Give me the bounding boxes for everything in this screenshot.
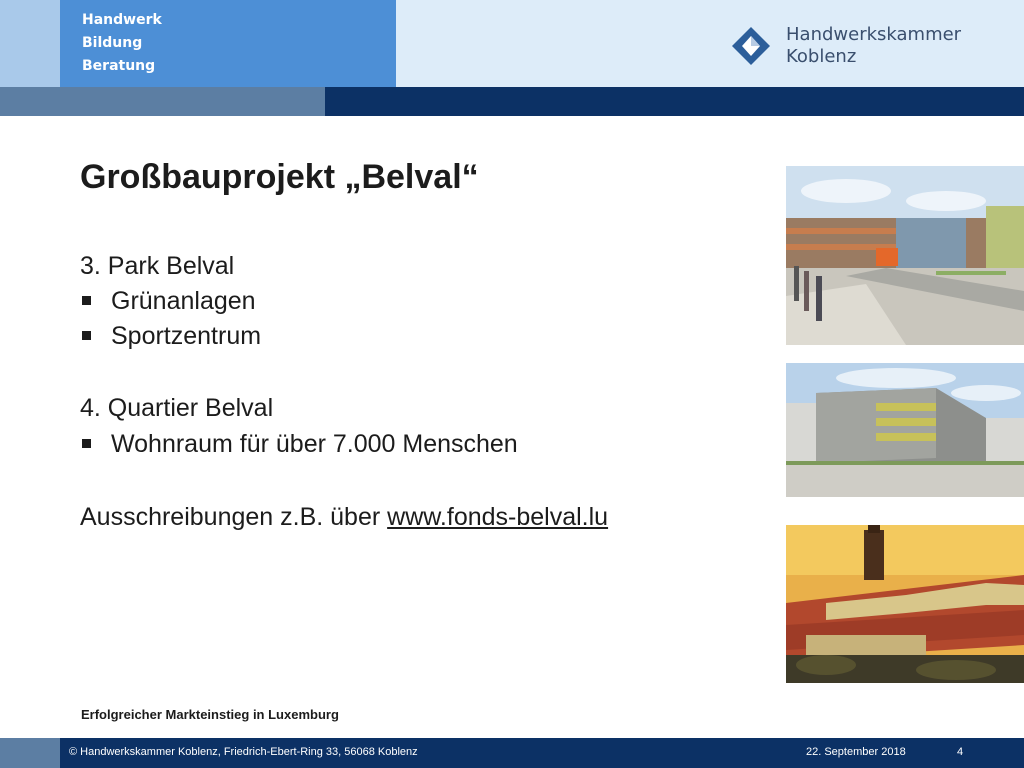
bullet-text: Wohnraum für über 7.000 Menschen	[111, 430, 518, 458]
fonds-belval-link[interactable]: www.fonds-belval.lu	[387, 503, 609, 531]
footer-copyright: © Handwerkskammer Koblenz, Friedrich-Ebert-Ring 33, 56068 Koblenz	[69, 746, 418, 758]
bullet-square-icon	[82, 331, 91, 340]
header-band-dark	[325, 87, 1024, 116]
quartier-belval-rendering	[786, 363, 1024, 497]
bullet-wohnraum	[82, 430, 518, 459]
park-belval-rendering	[786, 166, 1024, 345]
bullet-square-icon	[82, 439, 91, 448]
footer-left-block	[0, 738, 60, 768]
chamber-logo-icon	[732, 27, 770, 65]
logo-line-1: Handwerkskammer	[786, 24, 962, 45]
section-park-belval: 3. Park Belval	[80, 252, 235, 280]
tagline-beratung: Beratung	[82, 58, 156, 74]
footer-date: 22. September 2018	[806, 746, 906, 758]
bullet-text: Sportzentrum	[111, 322, 262, 350]
chamber-logo-text	[786, 24, 961, 68]
slide-title: Großbauprojekt „Belval“	[80, 158, 479, 196]
slide-subtitle: Erfolgreicher Markteinstieg in Luxemburg	[81, 707, 339, 722]
industrial-site-rendering	[786, 525, 1024, 683]
header-tagline-block	[60, 0, 396, 87]
footer-page-number: 4	[957, 746, 964, 758]
logo-line-2: Koblenz	[786, 46, 857, 67]
tender-line	[80, 503, 608, 532]
tagline-handwerk: Handwerk	[82, 12, 162, 28]
bullet-square-icon	[82, 296, 91, 305]
header-left-block	[0, 0, 60, 87]
tender-text: Ausschreibungen z.B. über	[80, 503, 388, 531]
section-quartier-belval: 4. Quartier Belval	[80, 394, 274, 422]
bullet-sportzentrum	[82, 322, 261, 351]
bullet-text: Grünanlagen	[111, 287, 256, 315]
header-band-light	[0, 87, 325, 116]
bullet-gruenanlagen	[82, 287, 256, 316]
tagline-bildung: Bildung	[82, 35, 143, 51]
footer-bar	[0, 738, 1024, 768]
